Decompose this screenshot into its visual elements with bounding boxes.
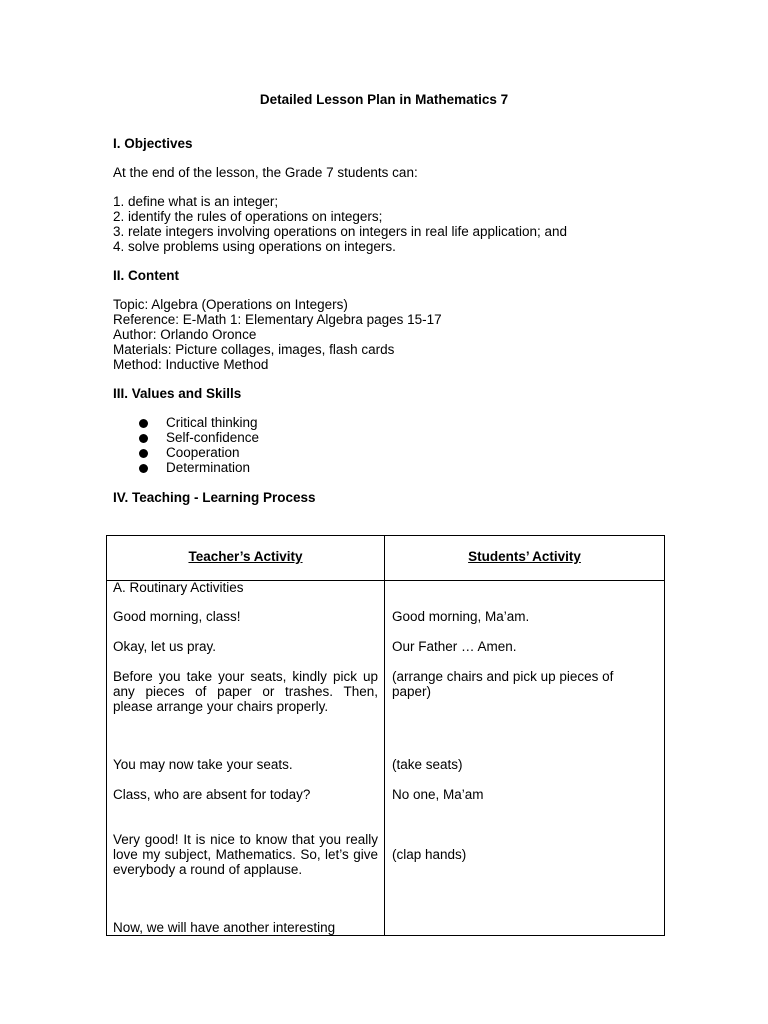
objectives-heading: I. Objectives xyxy=(113,136,193,151)
students-activity-header: Students’ Activity xyxy=(468,549,581,564)
teacher-greet: Good morning, class! xyxy=(113,609,241,624)
students-pray: Our Father … Amen. xyxy=(392,639,517,654)
content-line: Method: Inductive Method xyxy=(113,357,269,372)
values-heading: III. Values and Skills xyxy=(113,386,242,401)
teacher-very-good: Very good! It is nice to know that you really love my subject, Mathematics. So, let’s give everybody a round of applause. xyxy=(113,832,378,877)
objective-item: 4. solve problems using operations on integers. xyxy=(113,239,396,254)
content-line: Reference: E-Math 1: Elementary Algebra pages 15-17 xyxy=(113,312,442,327)
bullet-icon xyxy=(139,434,148,443)
table-column-divider xyxy=(384,535,385,936)
bullet-icon xyxy=(139,449,148,458)
objective-item: 2. identify the rules of operations on integers; xyxy=(113,209,383,224)
teacher-activity-header: Teacher’s Activity xyxy=(188,549,303,564)
objectives-intro: At the end of the lesson, the Grade 7 students can: xyxy=(113,165,418,180)
students-greet: Good morning, Ma’am. xyxy=(392,609,530,624)
document-title: Detailed Lesson Plan in Mathematics 7 xyxy=(259,92,509,107)
value-item: Determination xyxy=(166,460,251,475)
content-line: Materials: Picture collages, images, flash cards xyxy=(113,342,395,357)
value-item: Critical thinking xyxy=(166,415,258,430)
students-arrange: (arrange chairs and pick up pieces of paper) xyxy=(392,669,614,699)
content-line: Topic: Algebra (Operations on Integers) xyxy=(113,297,348,312)
teacher-absent: Class, who are absent for today? xyxy=(113,787,311,802)
content-heading: II. Content xyxy=(113,268,179,283)
teacher-take-seats: You may now take your seats. xyxy=(113,757,293,772)
students-take-seats: (take seats) xyxy=(392,757,463,772)
objective-item: 1. define what is an integer; xyxy=(113,194,279,209)
teacher-another: Now, we will have another interesting xyxy=(113,920,336,935)
bullet-icon xyxy=(139,464,148,473)
teacher-seats-instruction: Before you take your seats, kindly pick up any pieces of paper or trashes. Then, please arrange your chairs properly. xyxy=(113,669,378,714)
objective-item: 3. relate integers involving operations on integers in real life application; and xyxy=(113,224,568,239)
content-line: Author: Orlando Oronce xyxy=(113,327,257,342)
value-item: Self-confidence xyxy=(166,430,260,445)
teacher-routinary: A. Routinary Activities xyxy=(113,580,244,595)
teacher-pray: Okay, let us pray. xyxy=(113,639,217,654)
students-clap: (clap hands) xyxy=(392,847,467,862)
process-heading: IV. Teaching - Learning Process xyxy=(113,490,316,505)
students-absent: No one, Ma’am xyxy=(392,787,484,802)
bullet-icon xyxy=(139,419,148,428)
value-item: Cooperation xyxy=(166,445,240,460)
